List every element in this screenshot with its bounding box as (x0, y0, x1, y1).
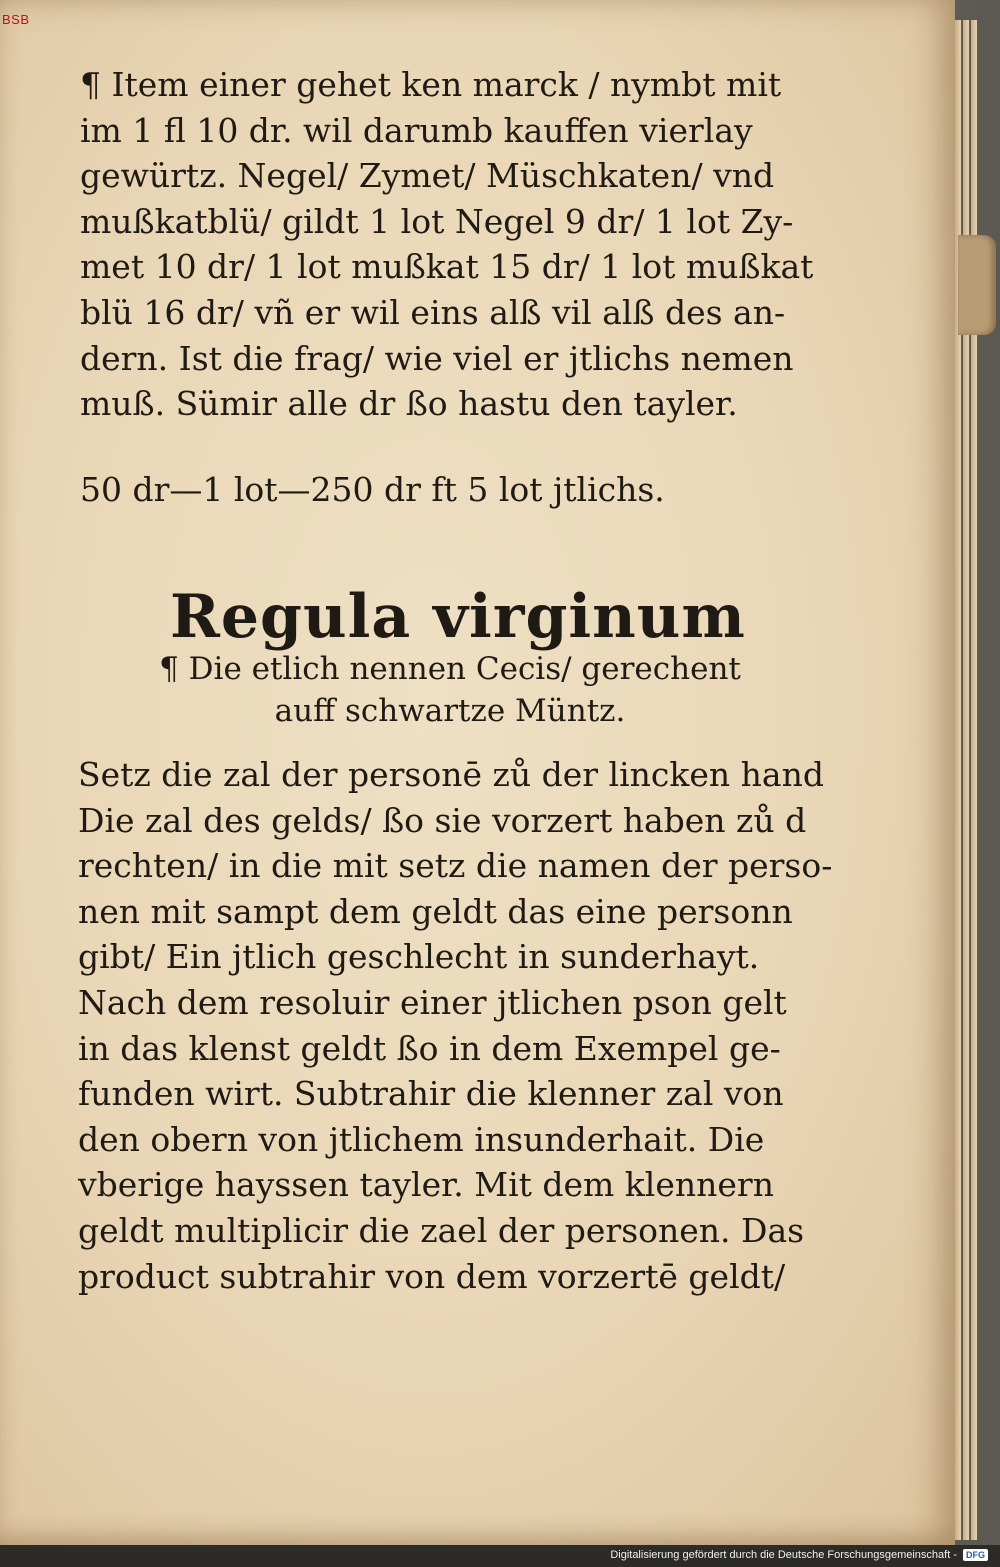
section-title: Regula virginum (170, 582, 746, 652)
text-line: funden wirt. Subtrahir die klenner zal von (78, 1074, 784, 1114)
text-line: geldt multiplicir die zael der personen. Das (78, 1210, 805, 1250)
text-line: vberige hayssen tayler. Mit dem klennern (78, 1165, 774, 1205)
text-line: met 10 dr/ 1 lot mußkat 15 dr/ 1 lot mußkat (80, 247, 814, 287)
text-line: nen mit sampt dem geldt das eine personn (78, 891, 793, 931)
text-line: in das klenst geldt ßo in dem Exempel ge- (78, 1028, 781, 1068)
funding-notice (610, 1549, 988, 1561)
text-line: im 1 fl 10 dr. wil darumb kauffen vierlay (80, 110, 753, 150)
funding-text: Digitalisierung gefördert durch die Deutsche Forschungsgemeinschaft - (610, 1549, 957, 1561)
text-line: dern. Ist die frag/ wie viel er jtlichs nemen (80, 338, 794, 378)
subtitle-line: ¶ Die etlich nennen Cecis/ gerechent (159, 651, 741, 687)
page-tab-marker (958, 235, 996, 335)
library-logo: BSB (2, 12, 30, 27)
text-line: mußkatblü/ gildt 1 lot Negel 9 dr/ 1 lot Zy- (80, 201, 794, 241)
rule-paragraph (78, 752, 833, 1299)
text-line: product subtrahir von dem vorzertē geldt/ (78, 1256, 786, 1296)
text-line: muß. Sümir alle dr ßo hastu den tayler. (80, 384, 738, 424)
text-line: rechten/ in die mit setz die namen der perso- (78, 846, 833, 886)
text-line: den obern von jtlichem insunderhait. Die (78, 1119, 765, 1159)
text-line: ¶ Item einer gehet ken marck / nymbt mit (80, 65, 782, 104)
dfg-logo: DFG (963, 1549, 988, 1561)
text-line: Setz die zal der personē zů der lincken hand (78, 755, 824, 794)
problem-paragraph (80, 62, 814, 427)
section-subtitle (120, 648, 780, 732)
text-line: blü 16 dr/ vñ er wil eins alß vil alß des an- (80, 292, 786, 332)
text-line: Nach dem resoluir einer jtlichen pson gelt (78, 982, 787, 1022)
problem-result: 50 dr—1 lot—250 dr ft 5 lot jtlichs. (80, 470, 665, 509)
text-line: Die zal des gelds/ ßo sie vorzert haben zů d (78, 800, 807, 840)
text-line: gewürtz. Negel/ Zymet/ Müschkaten/ vnd (80, 156, 775, 196)
text-line: gibt/ Ein jtlich geschlecht in sunderhayt. (78, 937, 760, 977)
subtitle-line: auff schwartze Müntz. (274, 693, 626, 729)
